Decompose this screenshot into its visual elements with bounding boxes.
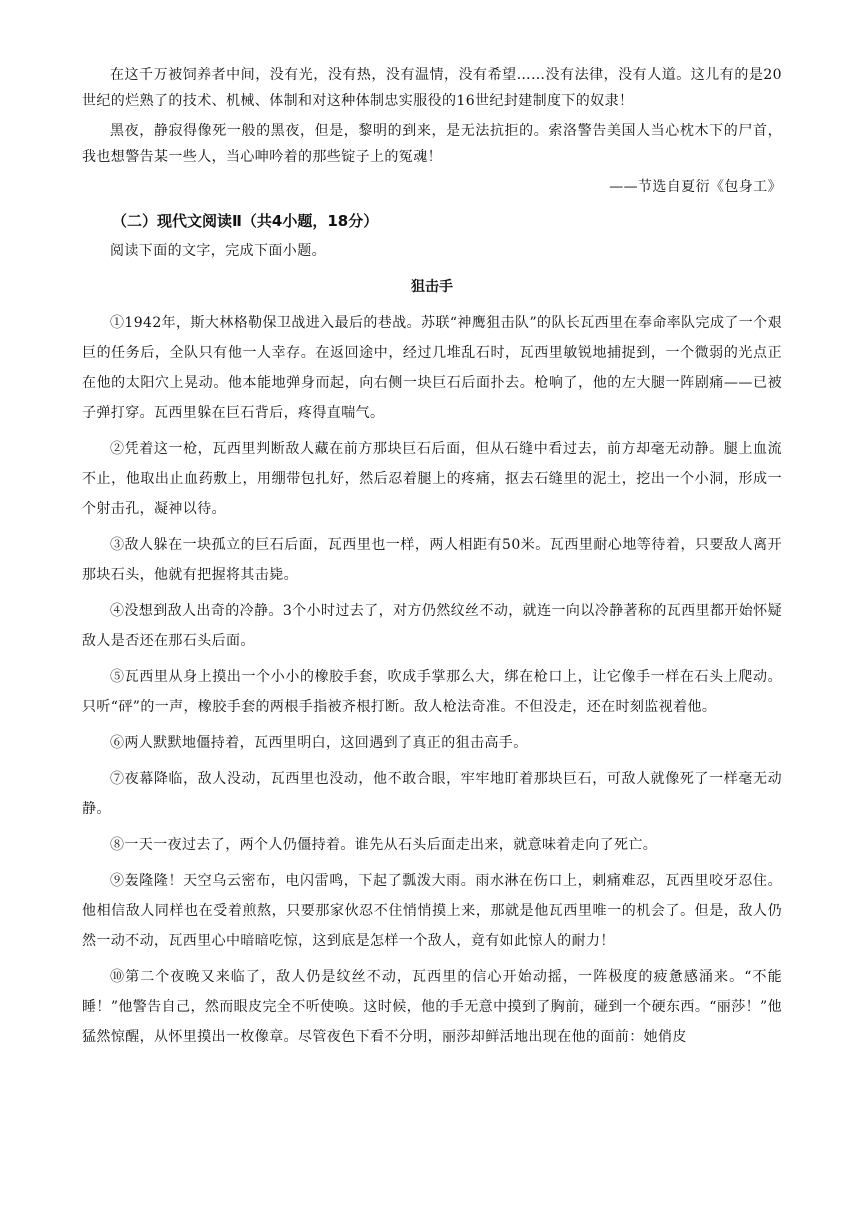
story-title: 狙击手 (411, 279, 453, 295)
document-page (82, 62, 782, 1058)
excerpt-paragraph: 在这千万被饲养者中间，没有光，没有热，没有温情，没有希望……没有法律，没有人道。这儿有的是20世纪的烂熟了的技术、机械、体制和对这种体制忠实服役的16世纪封建制度下的奴隶！ (82, 67, 782, 109)
story-paragraph: ⑨轰隆隆！天空乌云密布，电闪雷鸣，下起了瓢泼大雨。雨水淋在伤口上，刺痛难忍，瓦西里咬牙忍住。他相信敌人同样也在受着煎熬，只要那家伙忍不住悄悄摸上来，那就是他瓦西里唯一的机会了。但是，敌人仍然一动不动，瓦西里心中暗暗吃惊，这到底是怎样一个敌人，竟有如此惊人的耐力！ (82, 873, 782, 949)
story-paragraph: ⑤瓦西里从身上摸出一个小小的橡胶手套，吹成手掌那么大，绑在枪口上，让它像手一样在石头上爬动。只听“砰”的一声，橡胶手套的两根手指被齐根打断。敌人枪法奇准。不但没走，还在时刻监视着他。 (82, 669, 782, 715)
excerpt (82, 62, 782, 200)
story-paragraph: ④没想到敌人出奇的冷静。3个小时过去了，对方仍然纹丝不动，就连一向以冷静著称的瓦西里都开始怀疑敌人是否还在那石头后面。 (82, 603, 782, 649)
story-paragraph: ⑦夜幕降临，敌人没动，瓦西里也没动，他不敢合眼，牢牢地盯着那块巨石，可敌人就像死了一样毫无动静。 (82, 771, 782, 817)
story-paragraph: ②凭着这一枪，瓦西里判断敌人藏在前方那块巨石后面，但从石缝中看过去，前方却毫无动静。腿上血流不止，他取出止血药敷上，用绷带包扎好，然后忍着腿上的疼痛，抠去石缝里的泥土，挖出一个小洞，形成一个射击孔，凝神以待。 (82, 441, 782, 517)
section-heading: （二）现代文阅读Ⅱ（共4小题，18分） (112, 212, 379, 230)
story-paragraph: ⑥两人默默地僵持着，瓦西里明白，这回遇到了真正的狙击高手。 (110, 735, 528, 751)
story-paragraph: ⑧一天一夜过去了，两个人仍僵持着。谁先从石头后面走出来，就意味着走向了死亡。 (110, 837, 658, 853)
story-paragraph: ③敌人躲在一块孤立的巨石后面，瓦西里也一样，两人相距有50米。瓦西里耐心地等待着，只要敌人离开那块石头，他就有把握将其击毙。 (82, 537, 782, 583)
story-paragraph: ⑩第二个夜晚又来临了，敌人仍是纹丝不动，瓦西里的信心开始动摇，一阵极度的疲惫感涌来。“不能睡！”他警告自己，然而眼皮完全不听使唤。这时候，他的手无意中摸到了胸前，碰到一个硬东西。“丽莎！”他猛然惊醒，从怀里摸出一枚像章。尽管夜色下看不分明，丽莎却鲜活地出现在他的面前：她俏皮 (82, 969, 782, 1045)
section-instruction: 阅读下面的文字，完成下面小题。 (110, 243, 326, 259)
story (82, 274, 782, 1052)
story-paragraph: ①1942年，斯大林格勒保卫战进入最后的巷战。苏联“神鹰狙击队”的队长瓦西里在奉命率队完成了一个艰巨的任务后，全队只有他一人幸存。在返回途中，经过几堆乱石时，瓦西里敏锐地捕捉到，一个微弱的光点正在他的太阳穴上晃动。他本能地弹身而起，向右侧一块巨石后面扑去。枪响了，他的左大腿一阵剧痛——已被子弹打穿。瓦西里躲在巨石背后，疼得直喘气。 (82, 315, 782, 421)
excerpt-attribution: ——节选自夏衍《包身工》 (609, 179, 782, 195)
excerpt-paragraph: 黑夜，静寂得像死一般的黑夜，但是，黎明的到来，是无法抗拒的。索洛警告美国人当心枕木下的尸首，我也想警告某一些人，当心呻吟着的那些锭子上的冤魂！ (82, 123, 782, 165)
